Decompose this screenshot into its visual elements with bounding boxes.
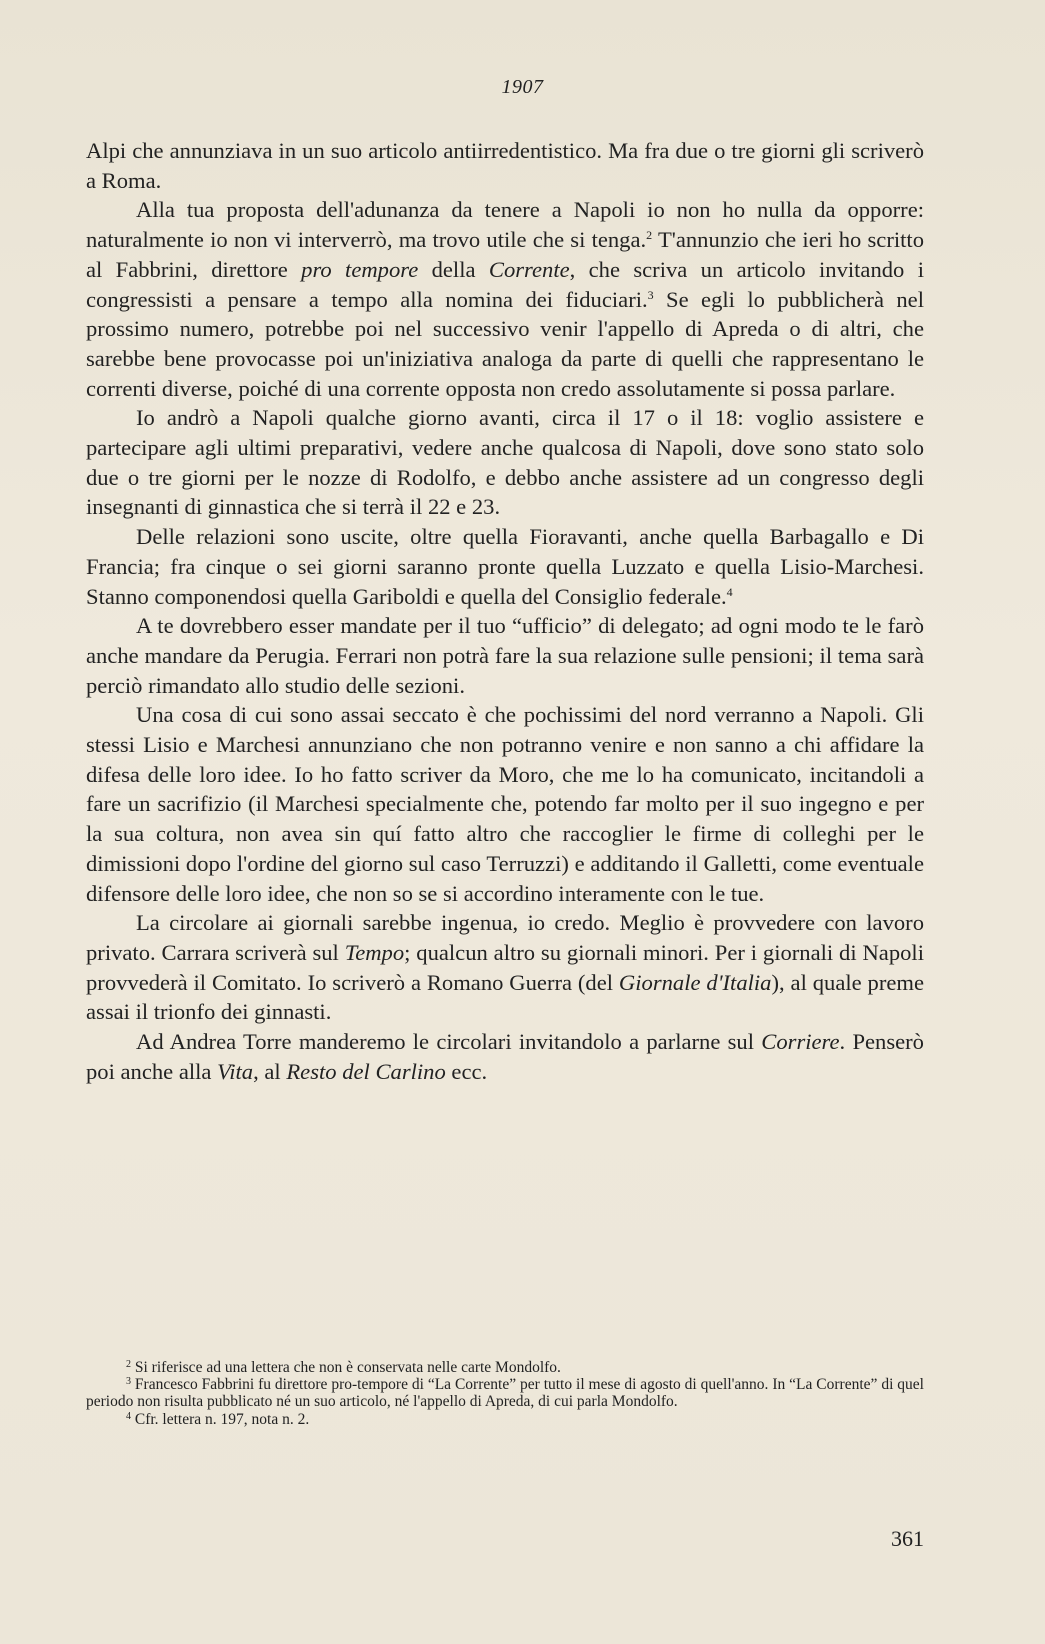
italic-title: Vita [217, 1058, 254, 1084]
text-run: A te dovrebbero esser mandate per il tuo “ufficio” di delegato; ad ogni modo te le farò anche mandare da Perugia. Ferrari non potrà fare la sua relazione sulle pensioni; il tema sarà perciò rimandato allo studio delle sezioni. [86, 613, 924, 698]
paragraph [86, 403, 924, 522]
text-run: La circolare ai giornali sarebbe ingenua, io credo. Meglio è provvedere con lavoro privato. Carrara scriverà sul [86, 910, 924, 965]
paragraph [86, 195, 924, 403]
paragraph [86, 611, 924, 700]
paragraph [86, 522, 924, 611]
page-number: 361 [891, 1526, 924, 1551]
text-run: , che scriva un articolo invitando i congressisti a pensare a tempo alla nomina dei fiduciari. [86, 256, 924, 312]
footnote-text: Cfr. lettera n. 197, nota n. 2. [131, 1410, 310, 1428]
text-run: , al [253, 1058, 287, 1084]
footnote-text: Si riferisce ad una lettera che non è conservata nelle carte Mondolfo. [131, 1359, 561, 1376]
paragraph [86, 136, 924, 195]
italic-title: Giornale d'Italia [618, 969, 772, 995]
text-run: Se egli lo pubblicherà nel prossimo numero, potrebbe poi nel successivo venir l'appello di Apreda o di altri, che sarebbe bene provocasse poi un'iniziativa analoga da parte di quelli che rappresentano le correnti diverse, poiché di una corrente opposta non credo assolutamente si possa parlare. [86, 286, 924, 401]
footnote-number: 2 [126, 1359, 131, 1370]
text-run: ), al quale preme assai il trionfo dei ginnasti. [86, 969, 925, 1025]
running-head: 1907 [501, 76, 544, 98]
text-run: . Penserò poi anche alla [86, 1029, 924, 1084]
footnote [86, 1376, 924, 1410]
footnote-number: 3 [126, 1376, 131, 1388]
italic-title: Resto del Carlino [286, 1058, 446, 1084]
footnote-ref: 2 [646, 228, 653, 243]
footnote [86, 1359, 924, 1376]
text-run: ; qualcun altro su giornali minori. Per i giornali di Napoli provvederà il Comitato. Io scriverò a Romano Guerra (del [86, 939, 924, 995]
italic-title: Corrente [488, 256, 570, 282]
text-run: Alla tua proposta dell'adunanza da tenere a Napoli io non ho nulla da opporre: naturalmente io non vi interverrò, ma trovo utile che si tenga. [86, 197, 924, 253]
italic-title: pro tempore [301, 256, 419, 282]
text-run: ecc. [445, 1058, 488, 1084]
footnote [86, 1411, 924, 1428]
footnote-number: 4 [126, 1410, 131, 1422]
text-run: della [418, 256, 489, 282]
italic-title: Corriere [761, 1029, 840, 1055]
italic-title: Tempo [344, 939, 405, 965]
footnote-ref: 4 [726, 584, 733, 599]
paragraph [86, 700, 924, 908]
paragraph [86, 1027, 924, 1086]
text-run: Delle relazioni sono uscite, oltre quella Fioravanti, anche quella Barbagallo e Di Francia; fra cinque o sei giorni saranno pronte quella Luzzato e quella Lisio-Marchesi. Stanno componendosi quella Gariboldi e quella del Consiglio federale. [86, 524, 924, 609]
text-run: Ad Andrea Torre manderemo le circolari invitandolo a parlarne sul [136, 1029, 762, 1055]
footnote-text: Francesco Fabbrini fu direttore pro-tempore di “La Corrente” per tutto il mese di agosto di quell'anno. In “La Corrente” di quel periodo non risulta pubblicato né un suo articolo, né l'appello di Apreda, di cui parla Mondolfo. [86, 1376, 924, 1411]
footnotes [86, 1359, 924, 1428]
text-run: Una cosa di cui sono assai seccato è che pochissimi del nord verranno a Napoli. Gli stessi Lisio e Marchesi annunziano che non potranno venire e non sanno a chi affidare la difesa delle loro idee. Io ho fatto scriver da Moro, che me lo ha comunicato, incitandoli a fare un sacrifizio (il Marchesi specialmente che, potendo far molto per il suo ingegno e per la sua coltura, non avea sin quí fatto altro che raccoglier le firme di colleghi per le dimissioni dopo l'ordine del giorno sul caso Terruzzi) e additando il Galletti, come eventuale difensore delle loro idee, che non so se si accordino interamente con le tue. [86, 702, 924, 906]
text-run: Io andrò a Napoli qualche giorno avanti, circa il 17 o il 18: voglio assistere e partecipare agli ultimi preparativi, vedere anche qualcosa di Napoli, dove sono stato solo due o tre giorni per le nozze di Rodolfo, e debbo anche assistere ad un congresso degli insegnanti di ginnastica che si terrà il 22 e 23. [86, 405, 924, 520]
paragraph [86, 908, 924, 1027]
text-run: T'annunzio che ieri ho scritto al Fabbrini, direttore [86, 227, 924, 282]
text-run: Alpi che annunziava in un suo articolo antiirredentistico. Ma fra due o tre giorni gli scriverò a Roma. [86, 138, 924, 193]
footnote-ref: 3 [647, 287, 654, 302]
letter-body [86, 136, 924, 1087]
